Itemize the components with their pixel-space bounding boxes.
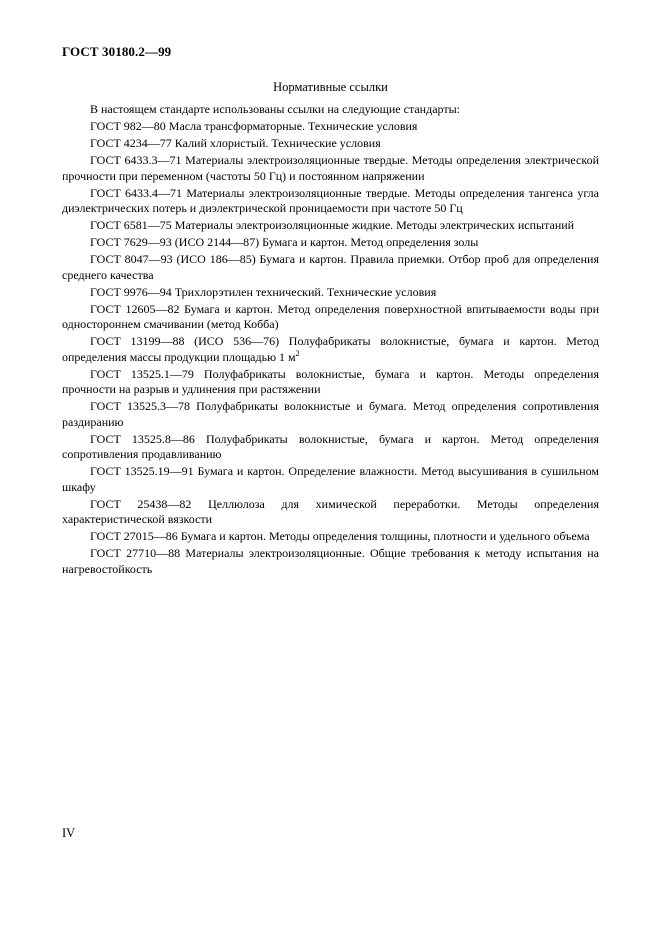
document-header: ГОСТ 30180.2—99 [62, 44, 172, 59]
reference-item: ГОСТ 25438—82 Целлюлоза для химической переработки. Методы определения характеристической вязкости [62, 496, 599, 526]
reference-text: ГОСТ 13199—88 (ИСО 536—76) Полуфабрикаты волокнистые, бумага и картон. Метод определения массы продукции площадью 1 м [62, 334, 599, 364]
reference-item: ГОСТ 12605—82 Бумага и картон. Метод определения поверхностной впитываемости воды при одностороннем смачивании (метод Кобба) [62, 301, 599, 331]
reference-item: ГОСТ 13525.19—91 Бумага и картон. Определение влажности. Метод высушивания в сушильном шкафу [62, 464, 599, 494]
reference-item [62, 334, 599, 365]
reference-item: ГОСТ 8047—93 (ИСО 186—85) Бумага и картон. Правила приемки. Отбор проб для определения среднего качества [62, 252, 599, 282]
reference-item: ГОСТ 982—80 Масла трансформаторные. Технические условия [90, 119, 418, 133]
reference-item: ГОСТ 13525.3—78 Полуфабрикаты волокнистые и бумага. Метод определения сопротивления раздиранию [62, 399, 599, 429]
references-intro: В настоящем стандарте использованы ссылки на следующие стандарты: [90, 102, 461, 116]
references-list [62, 102, 599, 577]
reference-item: ГОСТ 13525.1—79 Полуфабрикаты волокнистые, бумага и картон. Методы определения прочности на разрыв и удлинения при растяжении [62, 366, 599, 396]
reference-item: ГОСТ 13525.8—86 Полуфабрикаты волокнистые, бумага и картон. Метод определения сопротивления продавливанию [62, 431, 599, 461]
reference-item: ГОСТ 6581—75 Материалы электроизоляционные жидкие. Методы электрических испытаний [90, 218, 575, 232]
reference-item: ГОСТ 4234—77 Калий хлористый. Технические условия [90, 136, 381, 150]
reference-item: ГОСТ 7629—93 (ИСО 2144—87) Бумага и картон. Метод определения золы [90, 235, 479, 249]
reference-item: ГОСТ 27710—88 Материалы электроизоляционные. Общие требования к методу испытания на нагревостойкость [62, 546, 599, 576]
reference-item: ГОСТ 9976—94 Трихлорэтилен технический. Технические условия [90, 284, 437, 299]
reference-item: ГОСТ 6433.3—71 Материалы электроизоляционные твердые. Методы определения электрической прочности при переменном (частоты 50 Гц) и постоянном напряжении [62, 153, 599, 183]
page-number: IV [62, 826, 76, 840]
reference-item: ГОСТ 6433.4—71 Материалы электроизоляционные твердые. Методы определения тангенса угла диэлектрических потерь и диэлектрической проницаемости при частоте 50 Гц [62, 185, 599, 215]
superscript: 2 [295, 348, 300, 358]
reference-item: ГОСТ 27015—86 Бумага и картон. Методы определения толщины, плотности и удельного объема [90, 529, 590, 543]
section-title: Нормативные ссылки [273, 80, 388, 94]
